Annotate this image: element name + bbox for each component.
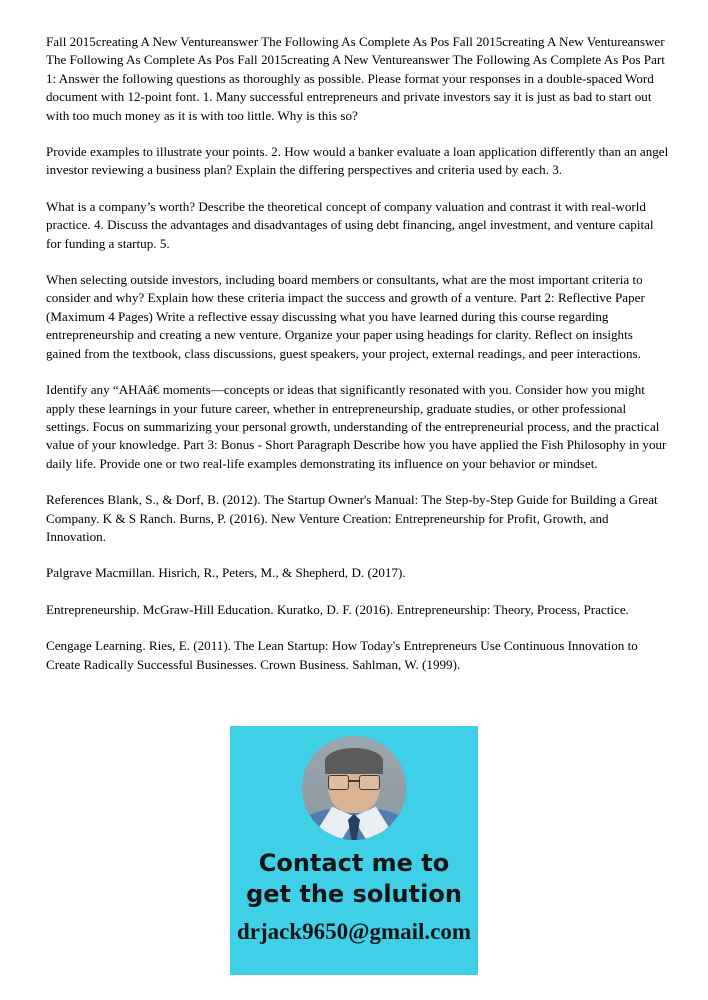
paragraph: When selecting outside investors, including board members or consultants, what are the most important criteria to consider and why? Explain how these criteria impact the success and growth of a venture. Part 2: Reflective Paper (Maximum 4 Pages) Write a reflective essay discussing what you have learned during this course regarding entrepreneurship and creating a new venture. Organize your paper using headings for clarity. Reflect on insights gained from the textbook, class discussions, guest speakers, your project, external readings, and peer interactions. [46, 272, 649, 361]
avatar-hair [325, 748, 383, 774]
paragraph: References Blank, S., & Dorf, B. (2012). The Startup Owner's Manual: The Step-by-Step Guide for Building a Great Company. K & S Ranch. Burns, P. (2016). New Venture Creation: Entrepreneurship for Profit, Growth, and Innovation. [46, 492, 661, 544]
glasses-icon [328, 775, 380, 788]
paragraph: What is a company’s worth? Describe the theoretical concept of company valuation and contrast it with real-world practice. 4. Discuss the advantages and disadvantages of using debt financing, angel investment, and venture capital for funding a startup. 5. [46, 198, 657, 251]
contact-headline-line2: get the solution [246, 880, 462, 908]
avatar [302, 736, 406, 840]
glasses-bridge [348, 780, 360, 782]
paragraph: Palgrave Macmillan. Hisrich, R., Peters, M., & Shepherd, D. (2017). [46, 565, 406, 581]
paragraph: Entrepreneurship. McGraw-Hill Education. Kuratko, D. F. (2016). Entrepreneurship: Theory, Process, Practice. [46, 601, 629, 617]
contact-headline-line1: Contact me to [258, 849, 450, 877]
document-body [46, 33, 670, 674]
paragraph: Fall 2015creating A New Ventureanswer The Following As Complete As Pos Fall 2015creating A New Ventureanswer The Following As Complete As Pos Fall 2015creating A New Ventureanswer The Following As Complete As Pos Part 1: Answer the following questions as thoroughly as possible. Please format your responses in a double-spaced Word document with 12-point font. 1. Many successful entrepreneurs and private investors say it is just as bad to start out with too much money as it is with too little. Why is this so? [46, 34, 669, 123]
paragraph: Cengage Learning. Ries, E. (2011). The Lean Startup: How Today's Entrepreneurs Use Continuous Innovation to Create Radically Successful Businesses. Crown Business. Sahlman, W. (1999). [46, 638, 642, 672]
contact-overlay-card[interactable] [230, 726, 478, 975]
contact-email[interactable]: drjack9650@gmail.com [236, 919, 472, 944]
paragraph: Identify any “AHAâ€ moments—concepts or ideas that significantly resonated with you. Consider how you might apply these learnings in your future career, whether in entrepreneurship, graduate studies, or other professional settings. Focus on summarizing your personal growth, understanding of the entrepreneurial process, and the practical value of your knowledge. Part 3: Bonus - Short Paragraph Describe how you have applied the Fish Philosophy in your daily life. Provide one or two real-life examples demonstrating its influence on your behavior or mindset. [46, 382, 670, 471]
paragraph: Provide examples to illustrate your points. 2. How would a banker evaluate a loan application differently than an angel investor reviewing a business plan? Explain the differing perspectives and criteria used by each. 3. [46, 144, 672, 178]
